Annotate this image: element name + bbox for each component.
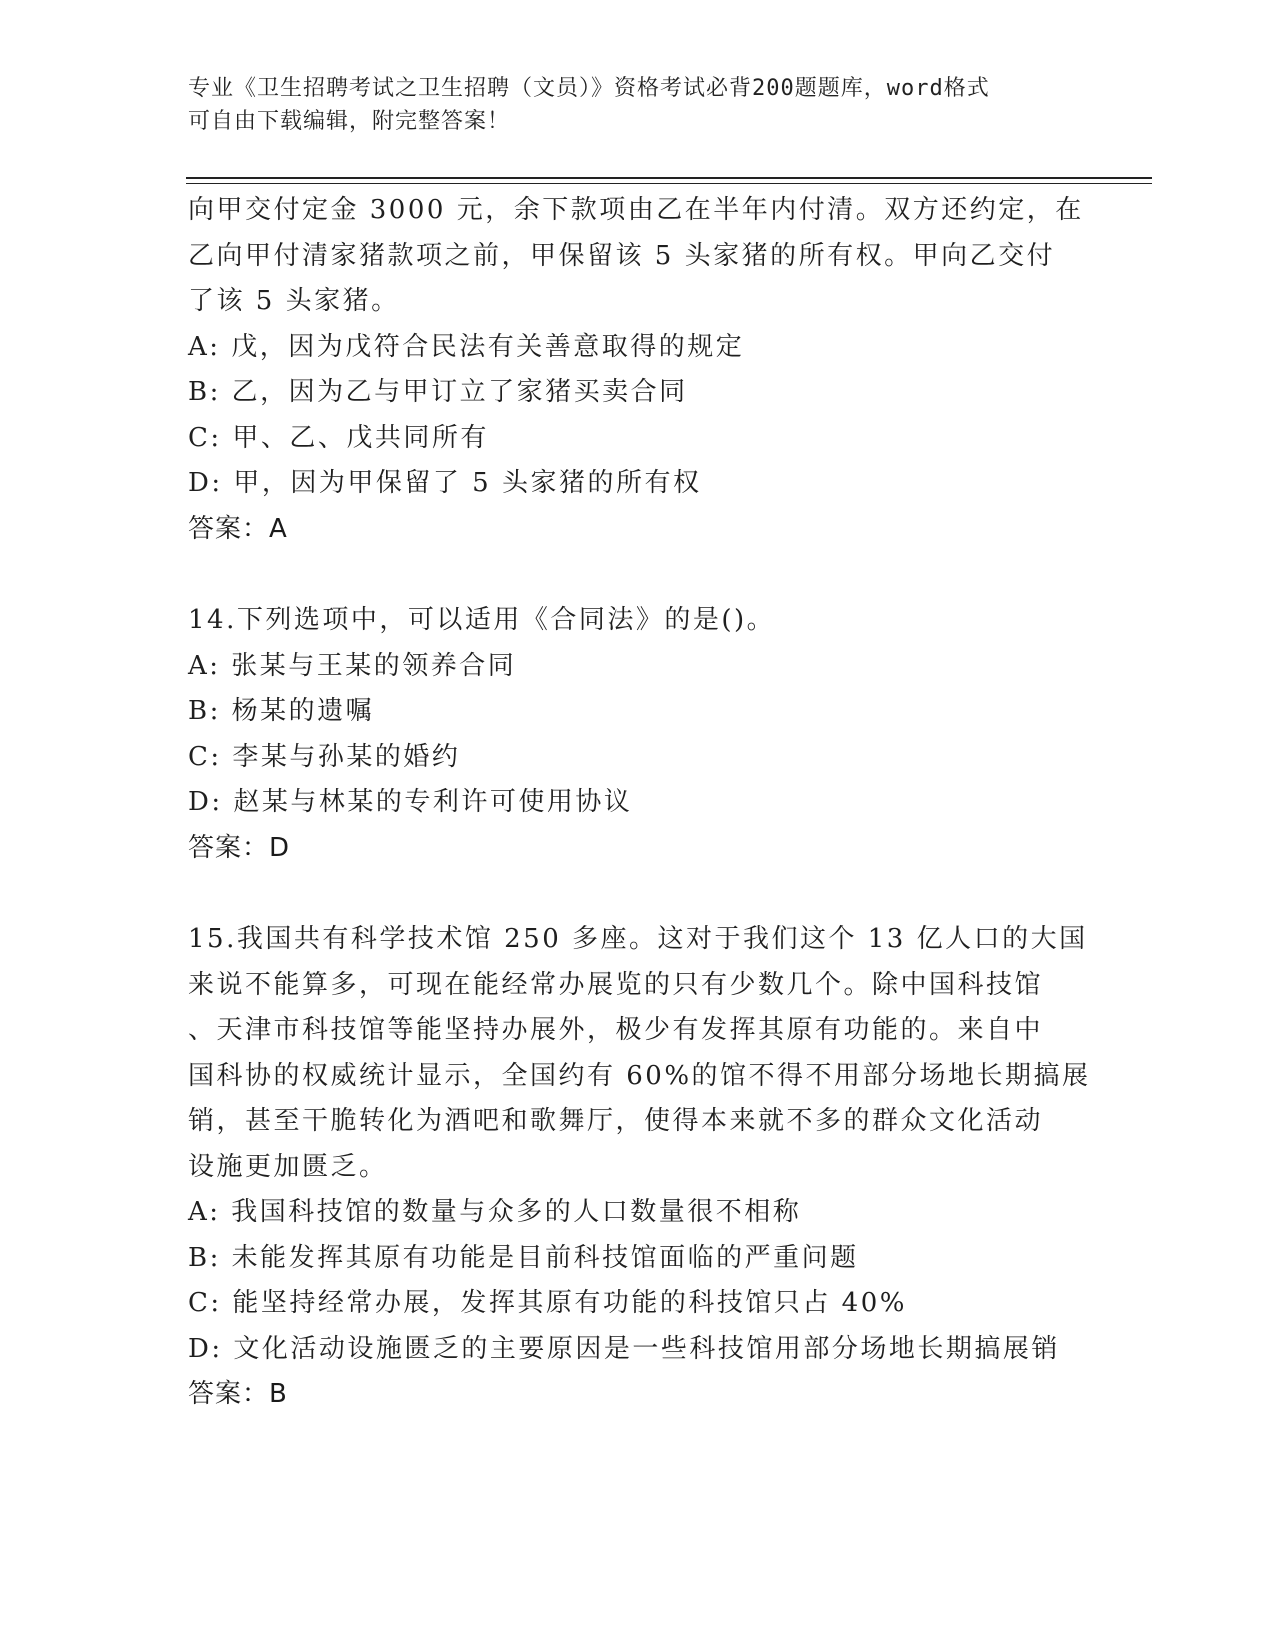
header-rule-thick xyxy=(186,177,1152,179)
question-15-block xyxy=(188,917,1128,1418)
question-text-line: 来说不能算多，可现在能经常办展览的只有少数几个。除中国科技馆 xyxy=(188,969,1044,1000)
question-14-block xyxy=(188,598,1128,871)
question-text-line: 销，甚至干脆转化为酒吧和歌舞厅，使得本来就不多的群众文化活动 xyxy=(188,1106,1044,1136)
option-b: B: 未能发挥其原有功能是目前科技馆面临的严重问题 xyxy=(188,1242,859,1273)
question-text-line: 14.下列选项中，可以适用《合同法》的是()。 xyxy=(188,605,776,635)
option-a: A: 戊，因为戊符合民法有关善意取得的规定 xyxy=(188,331,745,362)
option-a: A: 张某与王某的领养合同 xyxy=(188,650,517,681)
document-body xyxy=(188,188,1128,1418)
option-c: C: 能坚持经常办展，发挥其原有功能的科技馆只占 40% xyxy=(188,1288,907,1318)
spacer xyxy=(188,871,1128,917)
option-d: D: 文化活动设施匮乏的主要原因是一些科技馆用部分场地长期搞展销 xyxy=(188,1333,1060,1364)
header-line-2: 可自由下载编辑，附完整答案！ xyxy=(188,109,511,134)
question-13-block xyxy=(188,188,1128,552)
question-text-line: 国科协的权威统计显示，全国约有 60%的馆不得不用部分场地长期搞展 xyxy=(188,1060,1091,1091)
question-text-line: 了该 5 头家猪。 xyxy=(188,286,400,316)
option-d: D: 甲，因为甲保留了 5 头家猪的所有权 xyxy=(188,468,702,498)
header-line-1: 专业《卫生招聘考试之卫生招聘（文员）》资格考试必背200题题库，word格式 xyxy=(188,76,990,101)
answer-label: 答案：D xyxy=(188,832,291,863)
option-c: C: 甲、乙、戊共同所有 xyxy=(188,422,489,453)
question-text-line: 、天津市科技馆等能坚持办展外，极少有发挥其原有功能的。来自中 xyxy=(188,1015,1044,1045)
question-text-line: 向甲交付定金 3000 元，余下款项由乙在半年内付清。双方还约定，在 xyxy=(188,195,1084,225)
header-rule-thin xyxy=(186,183,1152,184)
option-b: B: 杨某的遗嘱 xyxy=(188,696,375,726)
document-header xyxy=(188,72,1088,138)
answer-label: 答案：A xyxy=(188,513,288,544)
option-d: D: 赵某与林某的专利许可使用协议 xyxy=(188,787,633,817)
question-text-line: 设施更加匮乏。 xyxy=(188,1151,388,1182)
option-c: C: 李某与孙某的婚约 xyxy=(188,741,461,772)
spacer xyxy=(188,552,1128,598)
option-a: A: 我国科技馆的数量与众多的人口数量很不相称 xyxy=(188,1197,802,1227)
answer-label: 答案：B xyxy=(188,1379,288,1409)
question-text-line: 15.我国共有科学技术馆 250 多座。这对于我们这个 13 亿人口的大国 xyxy=(188,924,1088,954)
option-b: B: 乙，因为乙与甲订立了家猪买卖合同 xyxy=(188,377,688,407)
question-text-line: 乙向甲付清家猪款项之前，甲保留该 5 头家猪的所有权。甲向乙交付 xyxy=(188,240,1056,271)
